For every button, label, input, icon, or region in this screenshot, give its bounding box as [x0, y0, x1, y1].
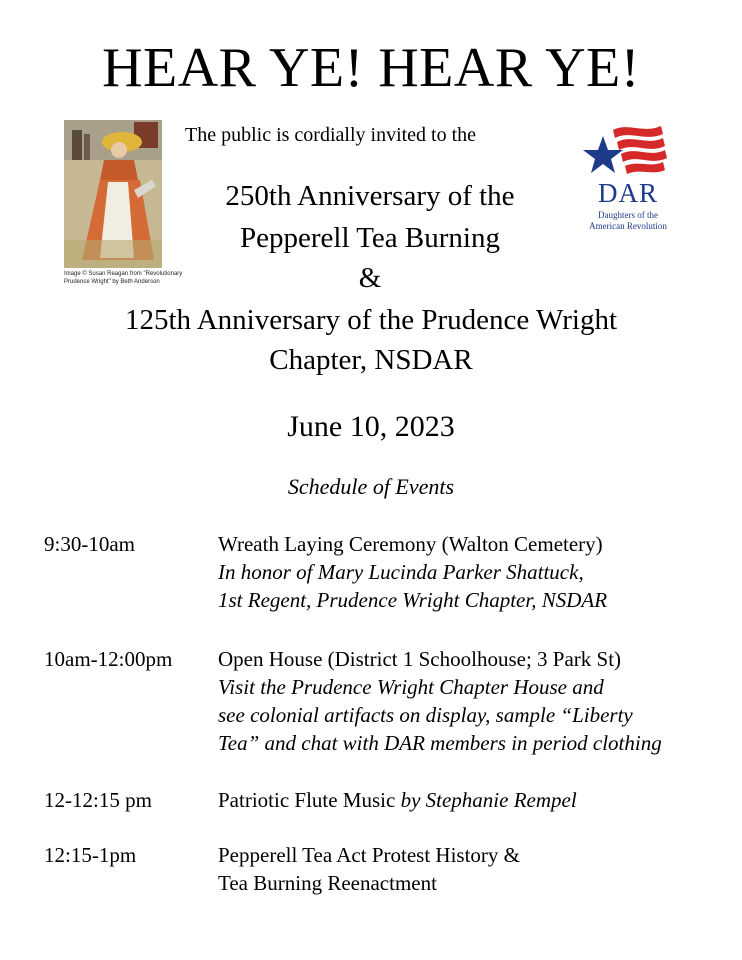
- painting-credit-line1: Image © Susan Reagan from "Revolutionary: [64, 271, 183, 277]
- event-title-line1: Pepperell Tea Act Protest History &: [218, 843, 521, 867]
- headline: HEAR YE! HEAR YE!: [102, 37, 640, 99]
- event-detail: In honor of Mary Lucinda Parker Shattuck,: [218, 560, 584, 584]
- title-ampersand: &: [358, 262, 382, 294]
- event-title: Wreath Laying Ceremony (Walton Cemetery): [218, 532, 603, 556]
- painting-credit-line2: Prudence Wright" by Beth Anderson: [64, 279, 160, 285]
- schedule-event: [218, 530, 718, 614]
- dar-tagline: [583, 210, 673, 232]
- schedule-time: 9:30-10am: [44, 532, 135, 556]
- event-performer: by Stephanie Rempel: [400, 788, 577, 812]
- schedule-time: 10am-12:00pm: [44, 647, 173, 671]
- title-250th-anniversary: 250th Anniversary of the: [225, 180, 515, 212]
- event-title: Open House (District 1 Schoolhouse; 3 Park St): [218, 647, 622, 671]
- event-date: June 10, 2023: [287, 410, 455, 443]
- dar-star-stripes-icon: [583, 122, 673, 180]
- schedule-time: 12:15-1pm: [44, 843, 137, 867]
- event-title: Patriotic Flute Music: [218, 788, 396, 812]
- dar-tagline-line2: American Revolution: [589, 221, 667, 231]
- schedule-event: [218, 645, 718, 757]
- dar-letters: DAR: [597, 178, 658, 208]
- painting-illustration: [64, 120, 162, 268]
- title-tea-burning: Pepperell Tea Burning: [240, 222, 500, 254]
- event-title-line2: Tea Burning Reenactment: [218, 871, 437, 895]
- event-detail: see colonial artifacts on display, sample “Liberty: [218, 703, 633, 727]
- event-detail: 1st Regent, Prudence Wright Chapter, NSDAR: [218, 588, 608, 612]
- prudence-wright-painting: [64, 120, 162, 268]
- event-detail: Visit the Prudence Wright Chapter House and: [218, 675, 604, 699]
- title-125th-anniversary: 125th Anniversary of the Prudence Wright: [125, 304, 617, 336]
- dar-tagline-line1: Daughters of the: [598, 210, 658, 220]
- schedule-heading: Schedule of Events: [287, 474, 455, 499]
- schedule-event: [218, 786, 718, 814]
- schedule-event: [218, 841, 718, 897]
- dar-logo: [583, 122, 673, 232]
- event-detail: Tea” and chat with DAR members in period clothing: [218, 731, 662, 755]
- title-chapter-nsdar: Chapter, NSDAR: [269, 344, 473, 376]
- invite-line: The public is cordially invited to the: [185, 124, 477, 146]
- schedule-time: 12-12:15 pm: [44, 788, 152, 812]
